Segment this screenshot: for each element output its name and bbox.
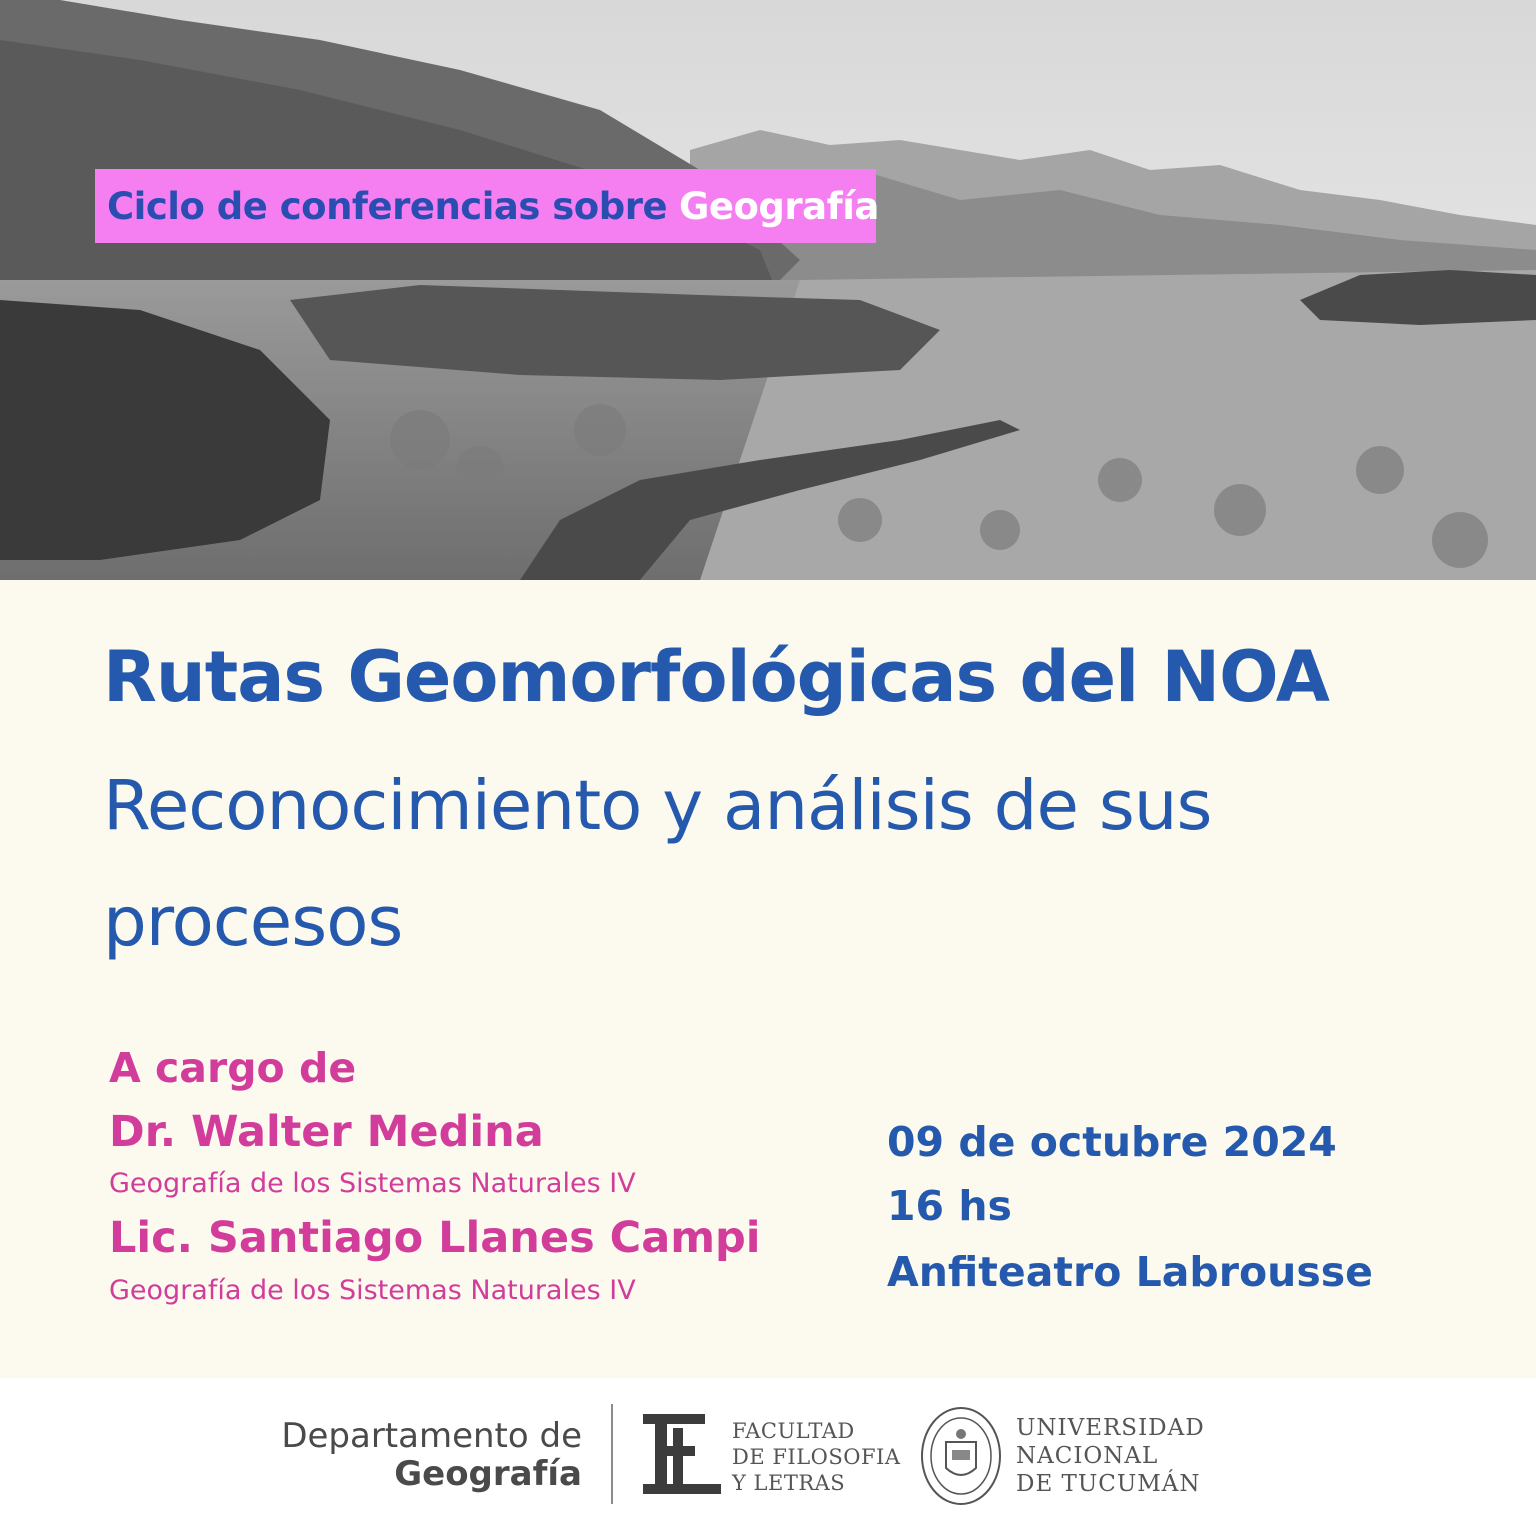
faculty-name [732, 1418, 901, 1496]
speaker-affiliation: Geografía de los Sistemas Naturales IV [109, 1275, 636, 1306]
university-line: UNIVERSIDAD [1016, 1415, 1205, 1441]
faculty-logo-icon [643, 1414, 723, 1500]
event-title: Rutas Geomorfológicas del NOA [103, 636, 1329, 718]
speaker-name: Dr. Walter Medina [109, 1107, 544, 1157]
university-line: DE TUCUMÁN [1016, 1471, 1201, 1497]
series-label: Ciclo de conferencias sobre [107, 184, 668, 228]
series-highlight: Geografía [679, 184, 879, 228]
university-name [1016, 1414, 1205, 1498]
faculty-line: DE FILOSOFIA [732, 1445, 901, 1469]
faculty-line: FACULTAD [732, 1419, 855, 1443]
department-line-1: Departamento de [281, 1416, 582, 1456]
university-line: NACIONAL [1016, 1443, 1159, 1469]
speakers-heading: A cargo de [109, 1044, 357, 1092]
speaker-name: Lic. Santiago Llanes Campi [109, 1213, 761, 1263]
event-place: Anfiteatro Labrousse [887, 1248, 1373, 1296]
event-subtitle: Reconocimiento y análisis de sus procesos [103, 766, 1212, 962]
faculty-line: Y LETRAS [732, 1471, 846, 1495]
speaker-affiliation: Geografía de los Sistemas Naturales IV [109, 1168, 636, 1199]
event-time: 16 hs [887, 1182, 1012, 1230]
series-tag [95, 169, 879, 243]
landscape-photo [0, 0, 1536, 580]
event-date: 09 de octubre 2024 [887, 1118, 1337, 1166]
footer-divider [611, 1404, 613, 1504]
department-line-2: Geografía [394, 1454, 582, 1494]
university-seal-icon [920, 1406, 1002, 1510]
